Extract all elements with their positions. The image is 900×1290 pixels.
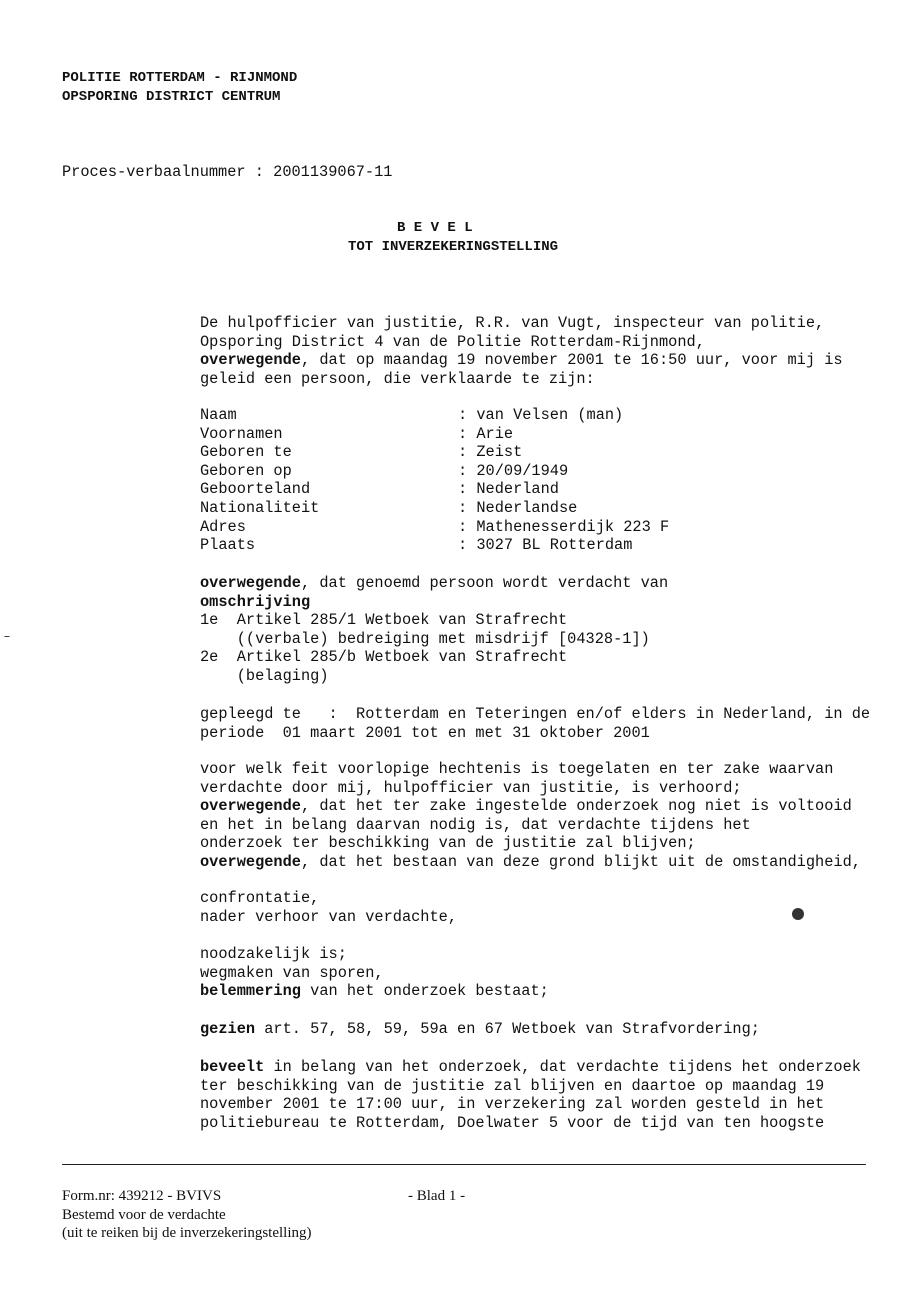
person-details (200, 406, 669, 555)
field-value: : Nederlandse (458, 498, 578, 517)
grounds-section (200, 760, 861, 872)
line-text: en het in belang daarvan nodig is, dat verdachte tijdens het (200, 815, 751, 834)
line-text: 2e Artikel 285/b Wetboek van Strafrecht (200, 648, 568, 667)
scan-artifact (4, 636, 10, 637)
line-text: verdachte door mij, hulpofficier van justitie, is verhoord; (200, 778, 742, 797)
line-text: wegmaken van sporen, (200, 963, 384, 982)
bold-keyword: gezien (200, 1020, 256, 1038)
line-text: ter beschikking van de justitie zal blijven en daartoe op maandag 19 (200, 1076, 825, 1095)
text-line (200, 705, 870, 724)
text-line (200, 797, 861, 816)
field-label: Adres (200, 517, 246, 536)
text-line (200, 351, 843, 370)
bold-keyword: overwegende (200, 351, 301, 370)
text-line (200, 779, 861, 798)
bold-keyword: belemmering (200, 982, 301, 1001)
field-value: : Mathenesserdijk 223 F (458, 517, 670, 536)
text-line (200, 834, 861, 853)
text-line (200, 1077, 861, 1096)
text-line (200, 593, 668, 612)
line-text: onderzoek ter beschikking van de justitie zal blijven; (200, 834, 696, 853)
text-line (200, 611, 668, 630)
bold-keyword: overwegende (200, 852, 301, 871)
line-text: De hulpofficier van justitie, R.R. van Vugt, inspecteur van politie, (200, 314, 825, 332)
form-number: Form.nr: 439212 - BVIVS (62, 1188, 222, 1204)
line-text: in belang van het onderzoek, dat verdachte tijdens het onderzoek (264, 1058, 861, 1076)
field-label: Plaats (200, 536, 256, 555)
line-text: politiebureau te Rotterdam, Doelwater 5 voor de tijd van ten hoogste (200, 1113, 825, 1132)
line-text: noodzakelijk is; (200, 945, 347, 963)
line-text: , dat op maandag 19 november 2001 te 16:50 uur, voor mij is (300, 351, 843, 370)
field-label: Nationaliteit (200, 498, 320, 517)
text-line (200, 760, 861, 779)
text-line (200, 816, 861, 835)
text-line (200, 964, 549, 983)
text-line (200, 1114, 861, 1133)
line-text: art. 57, 58, 59, 59a en 67 Wetboek van Strafvordering; (255, 1020, 760, 1038)
text-line (200, 370, 843, 389)
field-label: Naam (200, 406, 237, 424)
scan-artifact (792, 908, 804, 920)
organization-name: POLITIE ROTTERDAM - RIJNMOND (62, 70, 298, 86)
text-line (200, 1058, 861, 1077)
text-line (200, 333, 843, 352)
text-line (200, 945, 549, 964)
order-section (200, 1058, 861, 1132)
footer-divider (62, 1164, 866, 1165)
handout-note: (uit te reiken bij de inverzekeringstelling) (62, 1225, 312, 1241)
text-line (200, 648, 668, 667)
line-text: Opsporing District 4 van de Politie Rotterdam-Rijnmond, (200, 332, 705, 351)
field-label: Geboren op (200, 461, 292, 480)
line-text: van het onderzoek bestaat; (300, 982, 549, 1001)
circumstances-section (200, 889, 457, 926)
document-title: B E V E L (397, 220, 473, 236)
line-text: nader verhoor van verdachte, (200, 907, 458, 926)
bold-keyword: beveelt (200, 1058, 265, 1076)
line-text: voor welk feit voorlopige hechtenis is toegelaten en ter zake waarvan (200, 760, 834, 778)
suspicion-section (200, 574, 668, 686)
line-text: , dat genoemd persoon wordt verdacht van (300, 574, 669, 592)
field-value: : 20/09/1949 (458, 461, 569, 480)
line-text: 1e Artikel 285/1 Wetboek van Strafrecht (200, 611, 568, 630)
text-line (200, 667, 668, 686)
line-text: geleid een persoon, die verklaarde te zijn: (200, 369, 595, 388)
field-value: : van Velsen (man) (458, 406, 624, 424)
line-text: , dat het bestaan van deze grond blijkt uit de omstandigheid, (300, 852, 861, 871)
document-subtitle: TOT INVERZEKERINGSTELLING (348, 239, 559, 255)
bold-keyword: omschrijving (200, 592, 311, 611)
line-text: (belaging) (200, 666, 329, 685)
legal-basis-section (200, 1020, 760, 1039)
intro-paragraph (200, 314, 843, 388)
line-text: ((verbale) bedreiging met misdrijf [04328-1]) (200, 629, 650, 648)
text-line (200, 630, 668, 649)
page-number: - Blad 1 - (408, 1188, 466, 1204)
field-value: : 3027 BL Rotterdam (458, 536, 633, 555)
text-line (200, 574, 668, 593)
field-label: Geboorteland (200, 480, 311, 499)
line-text: november 2001 te 17:00 uur, in verzekering zal worden gesteld in het (200, 1095, 825, 1114)
field-value: : Nederland (458, 480, 559, 499)
pv-label: Proces-verbaalnummer (62, 163, 246, 181)
destined-for: Bestemd voor de verdachte (62, 1207, 226, 1223)
field-label: Voornamen (200, 424, 283, 443)
text-line (200, 889, 457, 908)
pv-number-line: Proces-verbaalnummer : 2001139067-11 (62, 163, 393, 181)
necessity-section (200, 945, 549, 1001)
line-text: periode 01 maart 2001 tot en met 31 oktober 2001 (200, 723, 650, 742)
text-line (200, 1095, 861, 1114)
department-name: OPSPORING DISTRICT CENTRUM (62, 89, 281, 105)
bold-keyword: overwegende (200, 797, 301, 816)
line-text: confrontatie, (200, 889, 320, 907)
text-line (200, 1020, 760, 1039)
text-line (200, 853, 861, 872)
text-line (200, 724, 870, 743)
line-text: gepleegd te : Rotterdam en Teteringen en/of elders in Nederland, in de (200, 705, 871, 723)
pv-number: 2001139067-11 (273, 163, 393, 181)
field-value: : Zeist (458, 443, 523, 462)
committed-section (200, 705, 870, 742)
text-line (200, 314, 843, 333)
field-value: : Arie (458, 424, 514, 443)
field-label: Geboren te (200, 443, 292, 462)
line-text: , dat het ter zake ingestelde onderzoek nog niet is voltooid (300, 797, 852, 816)
text-line (200, 982, 549, 1001)
bold-keyword: overwegende (200, 574, 301, 592)
text-line (200, 908, 457, 927)
